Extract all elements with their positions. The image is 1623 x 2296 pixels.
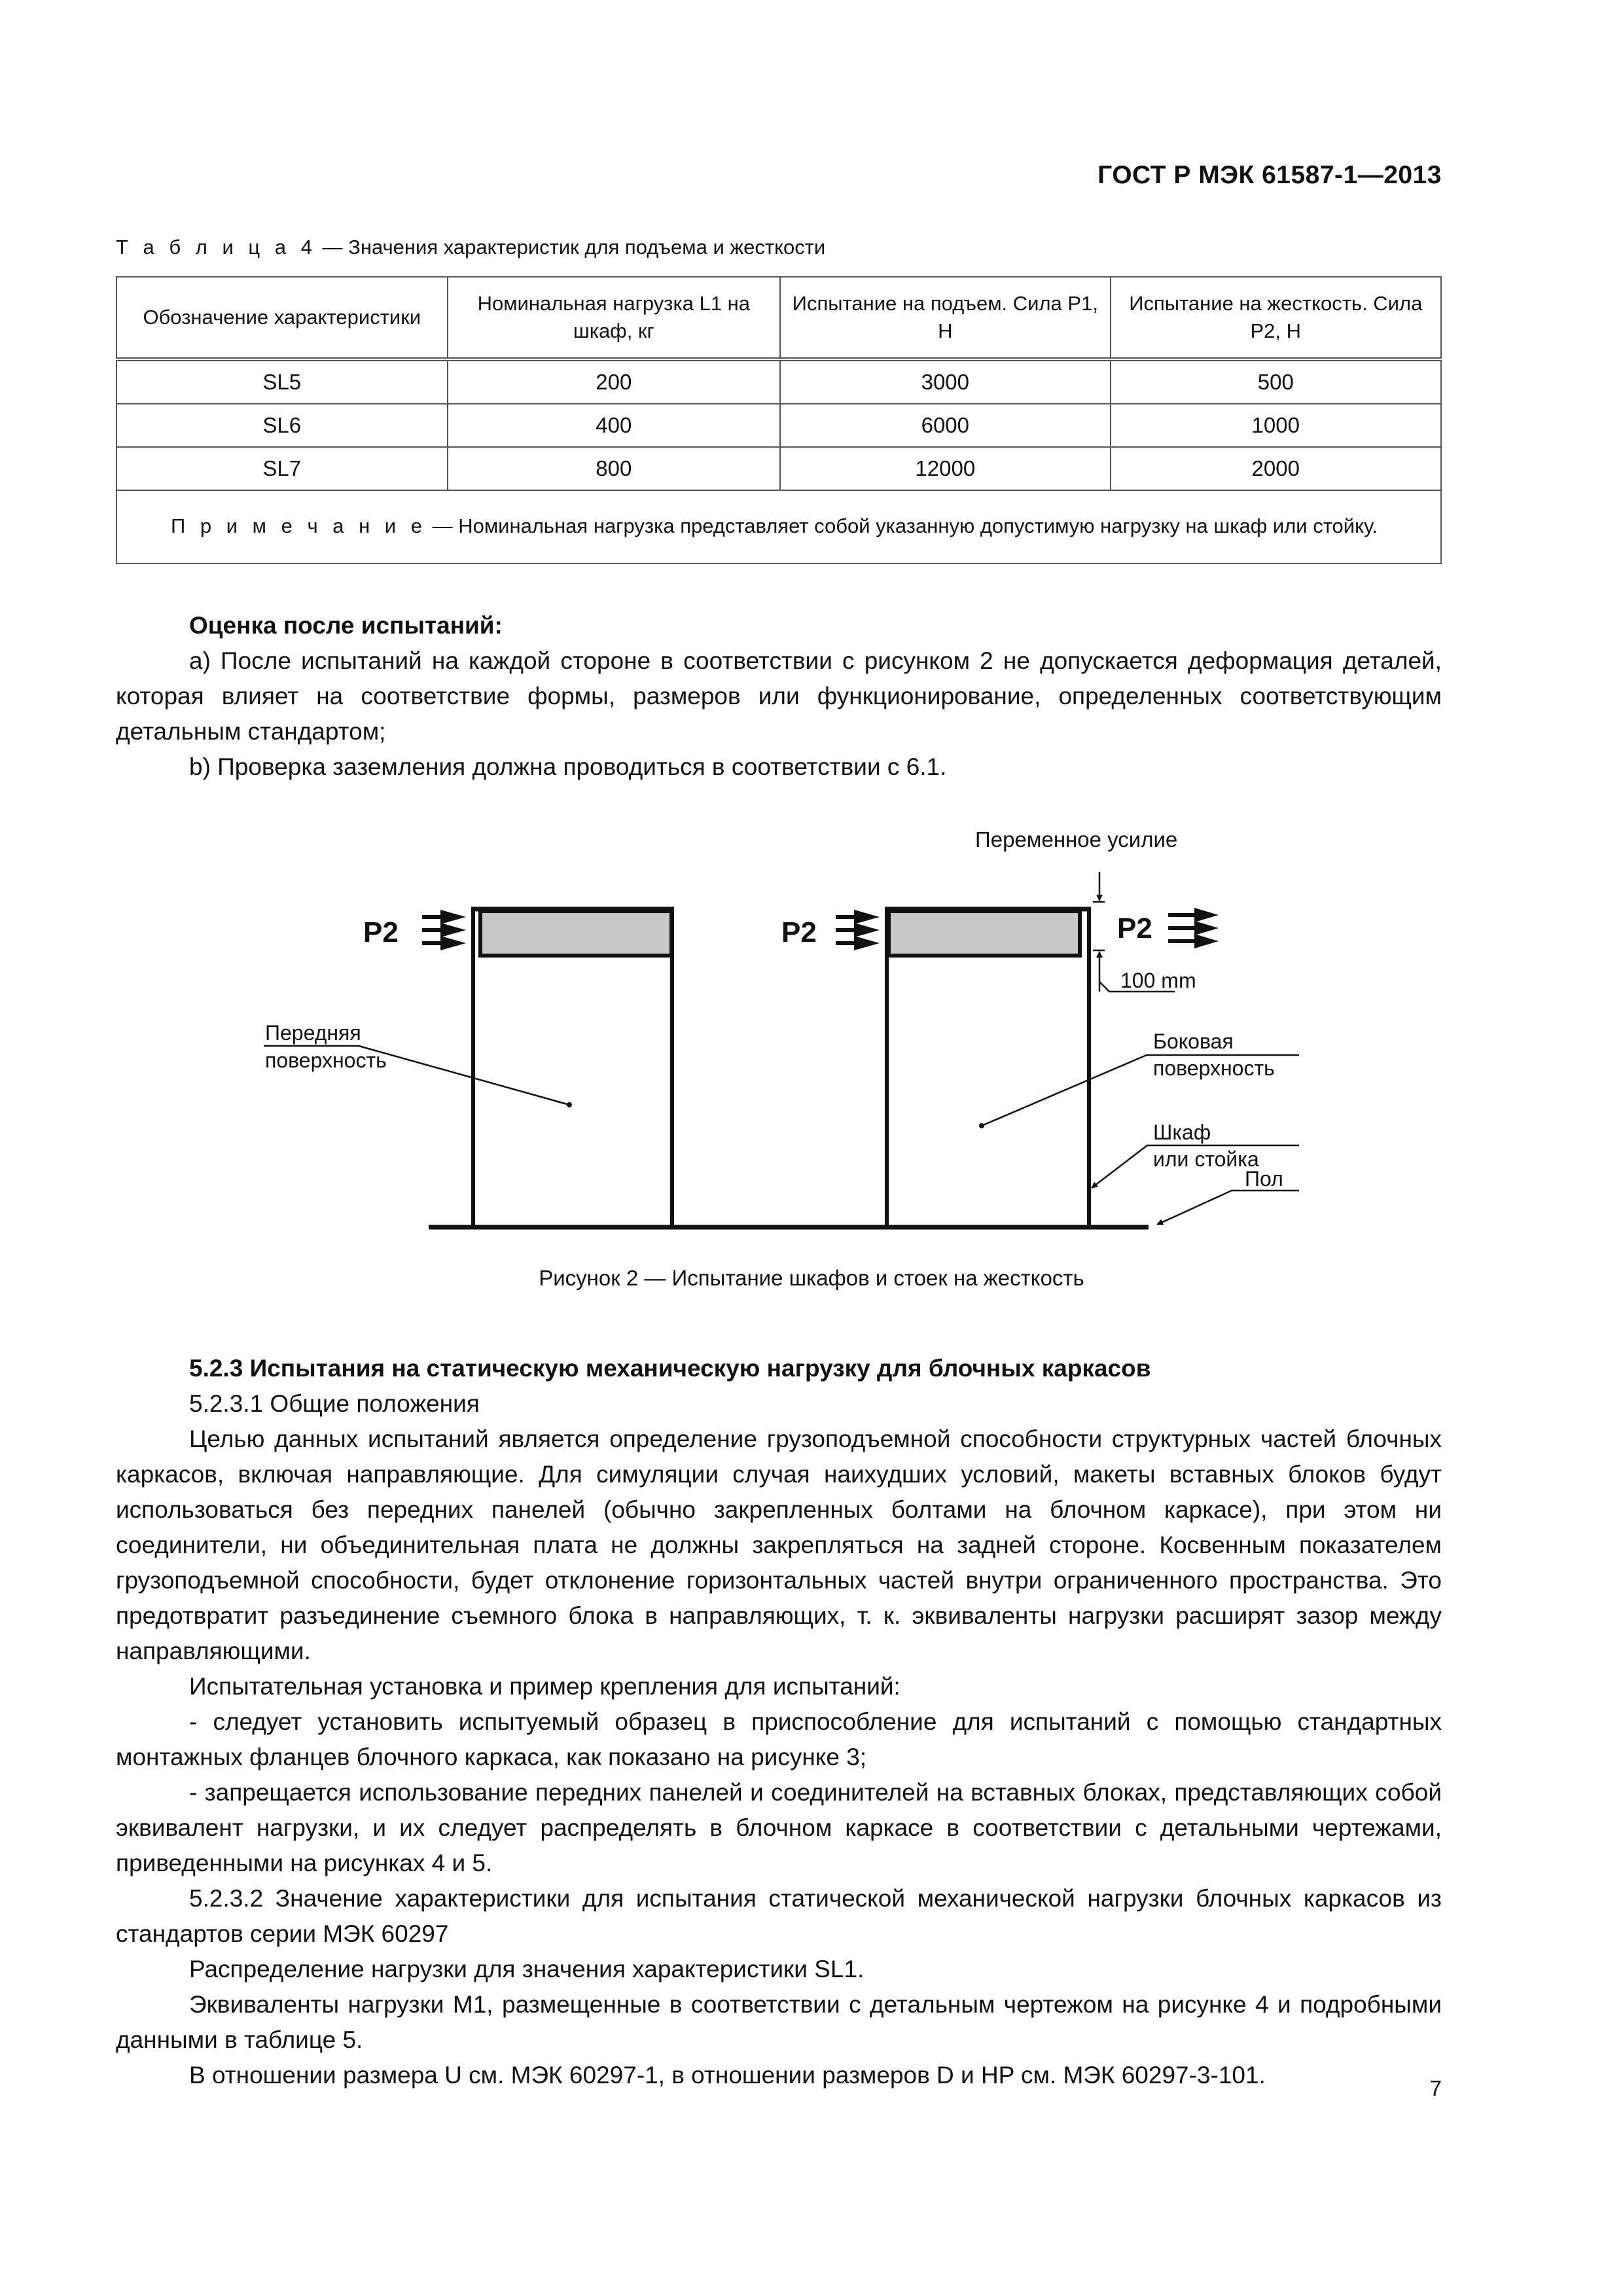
floor-leader <box>1157 1191 1299 1225</box>
cell-nominal-load: 400 <box>448 404 781 447</box>
section-5-2-3 <box>116 1351 1442 2093</box>
side-surface-label-2: поверхность <box>1153 1056 1275 1080</box>
dimension-label: 100 mm <box>1120 969 1196 992</box>
cell-lift-force: 3000 <box>780 359 1110 404</box>
front-top-block <box>480 911 671 956</box>
cell-designation: SL7 <box>116 447 448 490</box>
table-caption-prefix: Т а б л и ц а 4 <box>116 236 317 259</box>
evaluation-heading: Оценка после испытаний: <box>189 612 503 639</box>
section-heading-5-2-3: 5.2.3 Испытания на статическую механическую нагрузку для блочных каркасов <box>189 1355 1151 1382</box>
cell-stiffness-force: 500 <box>1111 359 1441 404</box>
bullet-item-2: - запрещается использование передних панелей и соединителей на вставных блоках, представляющих собой эквивалент нагрузки, и их следует распределять в блочном каркасе в соответствии с детальными чертежами, приведенными на рисунках 4 и 5. <box>116 1779 1442 1876</box>
cell-stiffness-force: 2000 <box>1111 447 1441 490</box>
cell-nominal-load: 800 <box>448 447 781 490</box>
variable-force-label: Переменное усилие <box>975 827 1178 852</box>
figure-2-caption: Рисунок 2 — Испытание шкафов и стоек на жесткость <box>539 1266 1084 1290</box>
front-surface-label-1: Передняя <box>265 1021 361 1045</box>
col-header-designation: Обозначение характеристики <box>116 277 448 359</box>
col-header-lift-force: Испытание на подъем. Сила Р1, Н <box>780 277 1110 359</box>
col-header-nominal-load: Номинальная нагрузка L1 на шкаф, кг <box>448 277 781 359</box>
evaluation-item-a: а) После испытаний на каждой стороне в соответствии с рисунком 2 не допускается деформация деталей, которая влияет на соответствие формы, размеров или функционирование, определенных соответствующим детальным стандартом; <box>116 647 1442 745</box>
table-caption-text: — Значения характеристик для подъема и жесткости <box>316 236 826 259</box>
paragraph-distribution: Распределение нагрузки для значения характеристики SL1. <box>189 1956 865 1982</box>
cell-designation: SL5 <box>116 359 448 404</box>
subsection-5-2-3-1: 5.2.3.1 Общие положения <box>189 1390 480 1417</box>
force-arrows-right-icon <box>1168 908 1219 948</box>
cell-stiffness-force: 1000 <box>1111 404 1441 447</box>
cell-lift-force: 12000 <box>780 447 1110 490</box>
side-surface-label-1: Боковая <box>1153 1030 1234 1053</box>
evaluation-item-b: b) Проверка заземления должна проводиться в соответствии с 6.1. <box>189 753 947 780</box>
side-top-block <box>889 911 1080 956</box>
force-arrows-left-icon <box>422 910 466 950</box>
force-arrows-mid-icon <box>836 910 880 950</box>
page-number: 7 <box>1429 2076 1442 2100</box>
subsection-5-2-3-2: 5.2.3.2 Значение характеристики для испытания статической механической нагрузки блочных каркасов из стандартов серии МЭК 60297 <box>116 1885 1442 1947</box>
cabinet-label-1: Шкаф <box>1153 1121 1211 1144</box>
cabinet-label-2: или стойка <box>1153 1147 1259 1171</box>
floor-label: Пол <box>1245 1167 1283 1191</box>
side-cabinet-outline <box>885 908 1091 1227</box>
cell-nominal-load: 200 <box>448 359 781 404</box>
paragraph-equivalents: Эквиваленты нагрузки М1, размещенные в соответствии с детальным чертежом на рисунке 4 и подробными данными в таблице 5. <box>116 1991 1442 2053</box>
force-label-right: P2 <box>1117 912 1152 944</box>
cell-designation: SL6 <box>116 404 448 447</box>
force-label-left: P2 <box>363 916 399 948</box>
col-header-stiffness-force: Испытание на жесткость. Сила Р2, Н <box>1111 277 1441 359</box>
cell-lift-force: 6000 <box>780 404 1110 447</box>
paragraph-setup: Испытательная установка и пример крепления для испытаний: <box>189 1673 901 1700</box>
front-cabinet-outline <box>471 908 674 1227</box>
force-label-mid: P2 <box>781 916 817 948</box>
front-surface-label-2: поверхность <box>265 1049 387 1072</box>
note-text: — Номинальная нагрузка представляет собой указанную допустимую нагрузку на шкаф или стойку. <box>426 514 1378 537</box>
note-prefix: П р и м е ч а н и е <box>171 514 427 537</box>
paragraph-purpose: Целью данных испытаний является определение грузоподъемной способности структурных частей блочных каркасов, включая направляющие. Для симуляции случая наихудших условий, макеты вставных блоков будут использоваться без передних панелей (обычно закрепленных болтами на блочном каркасе), при этом ни соединители, ни объединительная плата не должны закрепляться на задней стороне. Косвенным показателем грузоподъемной способности, будет отклонение горизонтальных частей внутри ограниченного пространства. Это предотвратит разъединение съемного блока в направляющих, т. к. эквиваленты нагрузки расширят зазор между направляющими. <box>116 1426 1442 1664</box>
paragraph-dimensions: В отношении размера U см. МЭК 60297-1, в отношении размеров D и HP см. МЭК 60297-3-101. <box>189 2062 1266 2089</box>
document-id-header: ГОСТ Р МЭК 61587-1—2013 <box>1097 161 1442 189</box>
bullet-item-1: - следует установить испытуемый образец в приспособление для испытаний с помощью стандартных монтажных фланцев блочного каркаса, как показано на рисунке 3; <box>116 1708 1442 1770</box>
